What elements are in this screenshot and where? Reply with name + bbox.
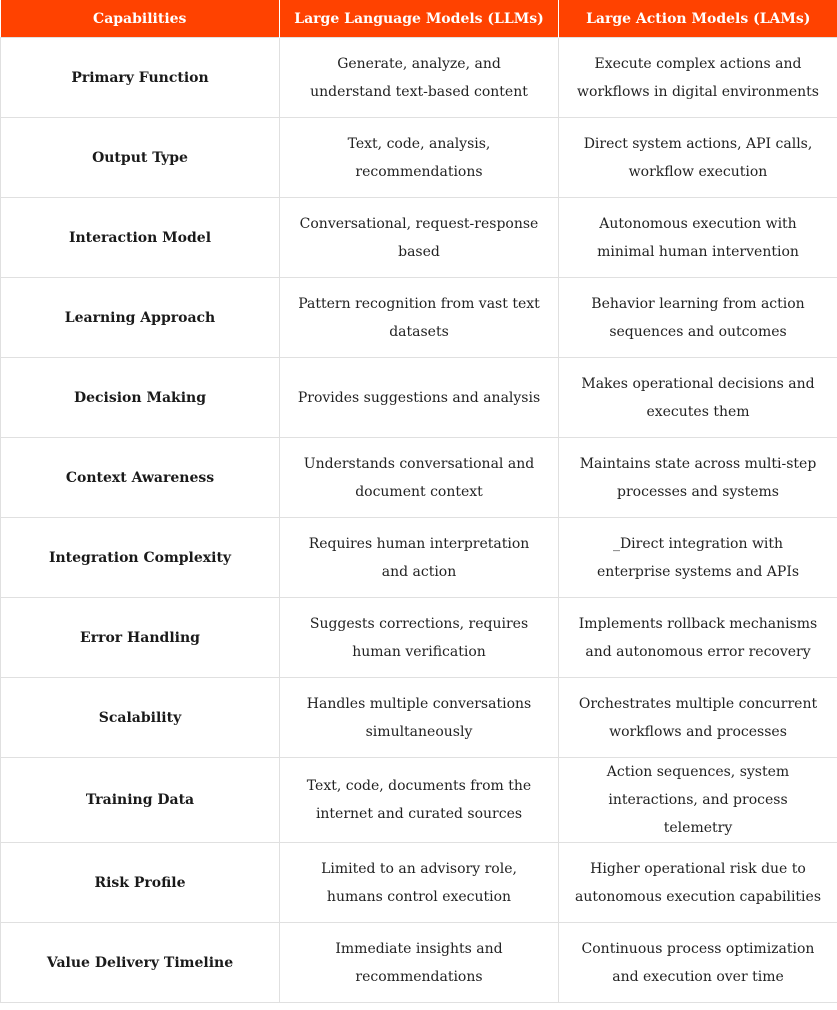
capability-cell: Risk Profile	[1, 843, 280, 923]
llm-cell: Immediate insights and recommendations	[280, 923, 559, 1003]
lam-cell: _Direct integration with enterprise systems and APIs	[559, 518, 837, 598]
lam-cell: Action sequences, system interactions, and process telemetry	[559, 758, 837, 843]
table-row	[1, 438, 837, 518]
capability-cell: Interaction Model	[1, 198, 280, 278]
table-row	[1, 518, 837, 598]
capability-cell: Context Awareness	[1, 438, 280, 518]
llm-cell: Suggests corrections, requires human verification	[280, 598, 559, 678]
capability-cell: Integration Complexity	[1, 518, 280, 598]
table-row	[1, 358, 837, 438]
llm-cell: Conversational, request-response based	[280, 198, 559, 278]
lam-cell: Higher operational risk due to autonomous execution capabilities	[559, 843, 837, 923]
table-row	[1, 198, 837, 278]
llm-cell: Handles multiple conversations simultaneously	[280, 678, 559, 758]
llm-cell: Requires human interpretation and action	[280, 518, 559, 598]
lam-cell: Autonomous execution with minimal human intervention	[559, 198, 837, 278]
capability-cell: Value Delivery Timeline	[1, 923, 280, 1003]
capability-cell: Learning Approach	[1, 278, 280, 358]
lam-cell: Continuous process optimization and execution over time	[559, 923, 837, 1003]
table-header	[1, 0, 837, 38]
table-row	[1, 843, 837, 923]
llm-cell: Limited to an advisory role, humans control execution	[280, 843, 559, 923]
table-row	[1, 598, 837, 678]
llm-cell: Provides suggestions and analysis	[280, 358, 559, 438]
lam-cell: Orchestrates multiple concurrent workflows and processes	[559, 678, 837, 758]
lam-cell: Execute complex actions and workflows in digital environments	[559, 38, 837, 118]
lam-cell: Maintains state across multi-step processes and systems	[559, 438, 837, 518]
capability-cell: Decision Making	[1, 358, 280, 438]
header-lam: Large Action Models (LAMs)	[559, 0, 837, 38]
capability-cell: Error Handling	[1, 598, 280, 678]
header-llm: Large Language Models (LLMs)	[280, 0, 559, 38]
table-row	[1, 758, 837, 843]
table-row	[1, 678, 837, 758]
table-row	[1, 38, 837, 118]
table-row	[1, 923, 837, 1003]
header-row	[1, 0, 837, 38]
llm-cell: Understands conversational and document context	[280, 438, 559, 518]
capability-cell: Training Data	[1, 758, 280, 843]
llm-cell: Generate, analyze, and understand text-based content	[280, 38, 559, 118]
llm-cell: Text, code, documents from the internet and curated sources	[280, 758, 559, 843]
llm-cell: Pattern recognition from vast text datasets	[280, 278, 559, 358]
llm-cell: Text, code, analysis, recommendations	[280, 118, 559, 198]
lam-cell: Behavior learning from action sequences and outcomes	[559, 278, 837, 358]
lam-cell: Implements rollback mechanisms and autonomous error recovery	[559, 598, 837, 678]
capability-cell: Output Type	[1, 118, 280, 198]
capability-cell: Primary Function	[1, 38, 280, 118]
lam-cell: Direct system actions, API calls, workflow execution	[559, 118, 837, 198]
lam-cell: Makes operational decisions and executes them	[559, 358, 837, 438]
table-row	[1, 278, 837, 358]
table-body	[1, 38, 837, 1003]
capability-cell: Scalability	[1, 678, 280, 758]
table-row	[1, 118, 837, 198]
header-capabilities: Capabilities	[1, 0, 280, 38]
